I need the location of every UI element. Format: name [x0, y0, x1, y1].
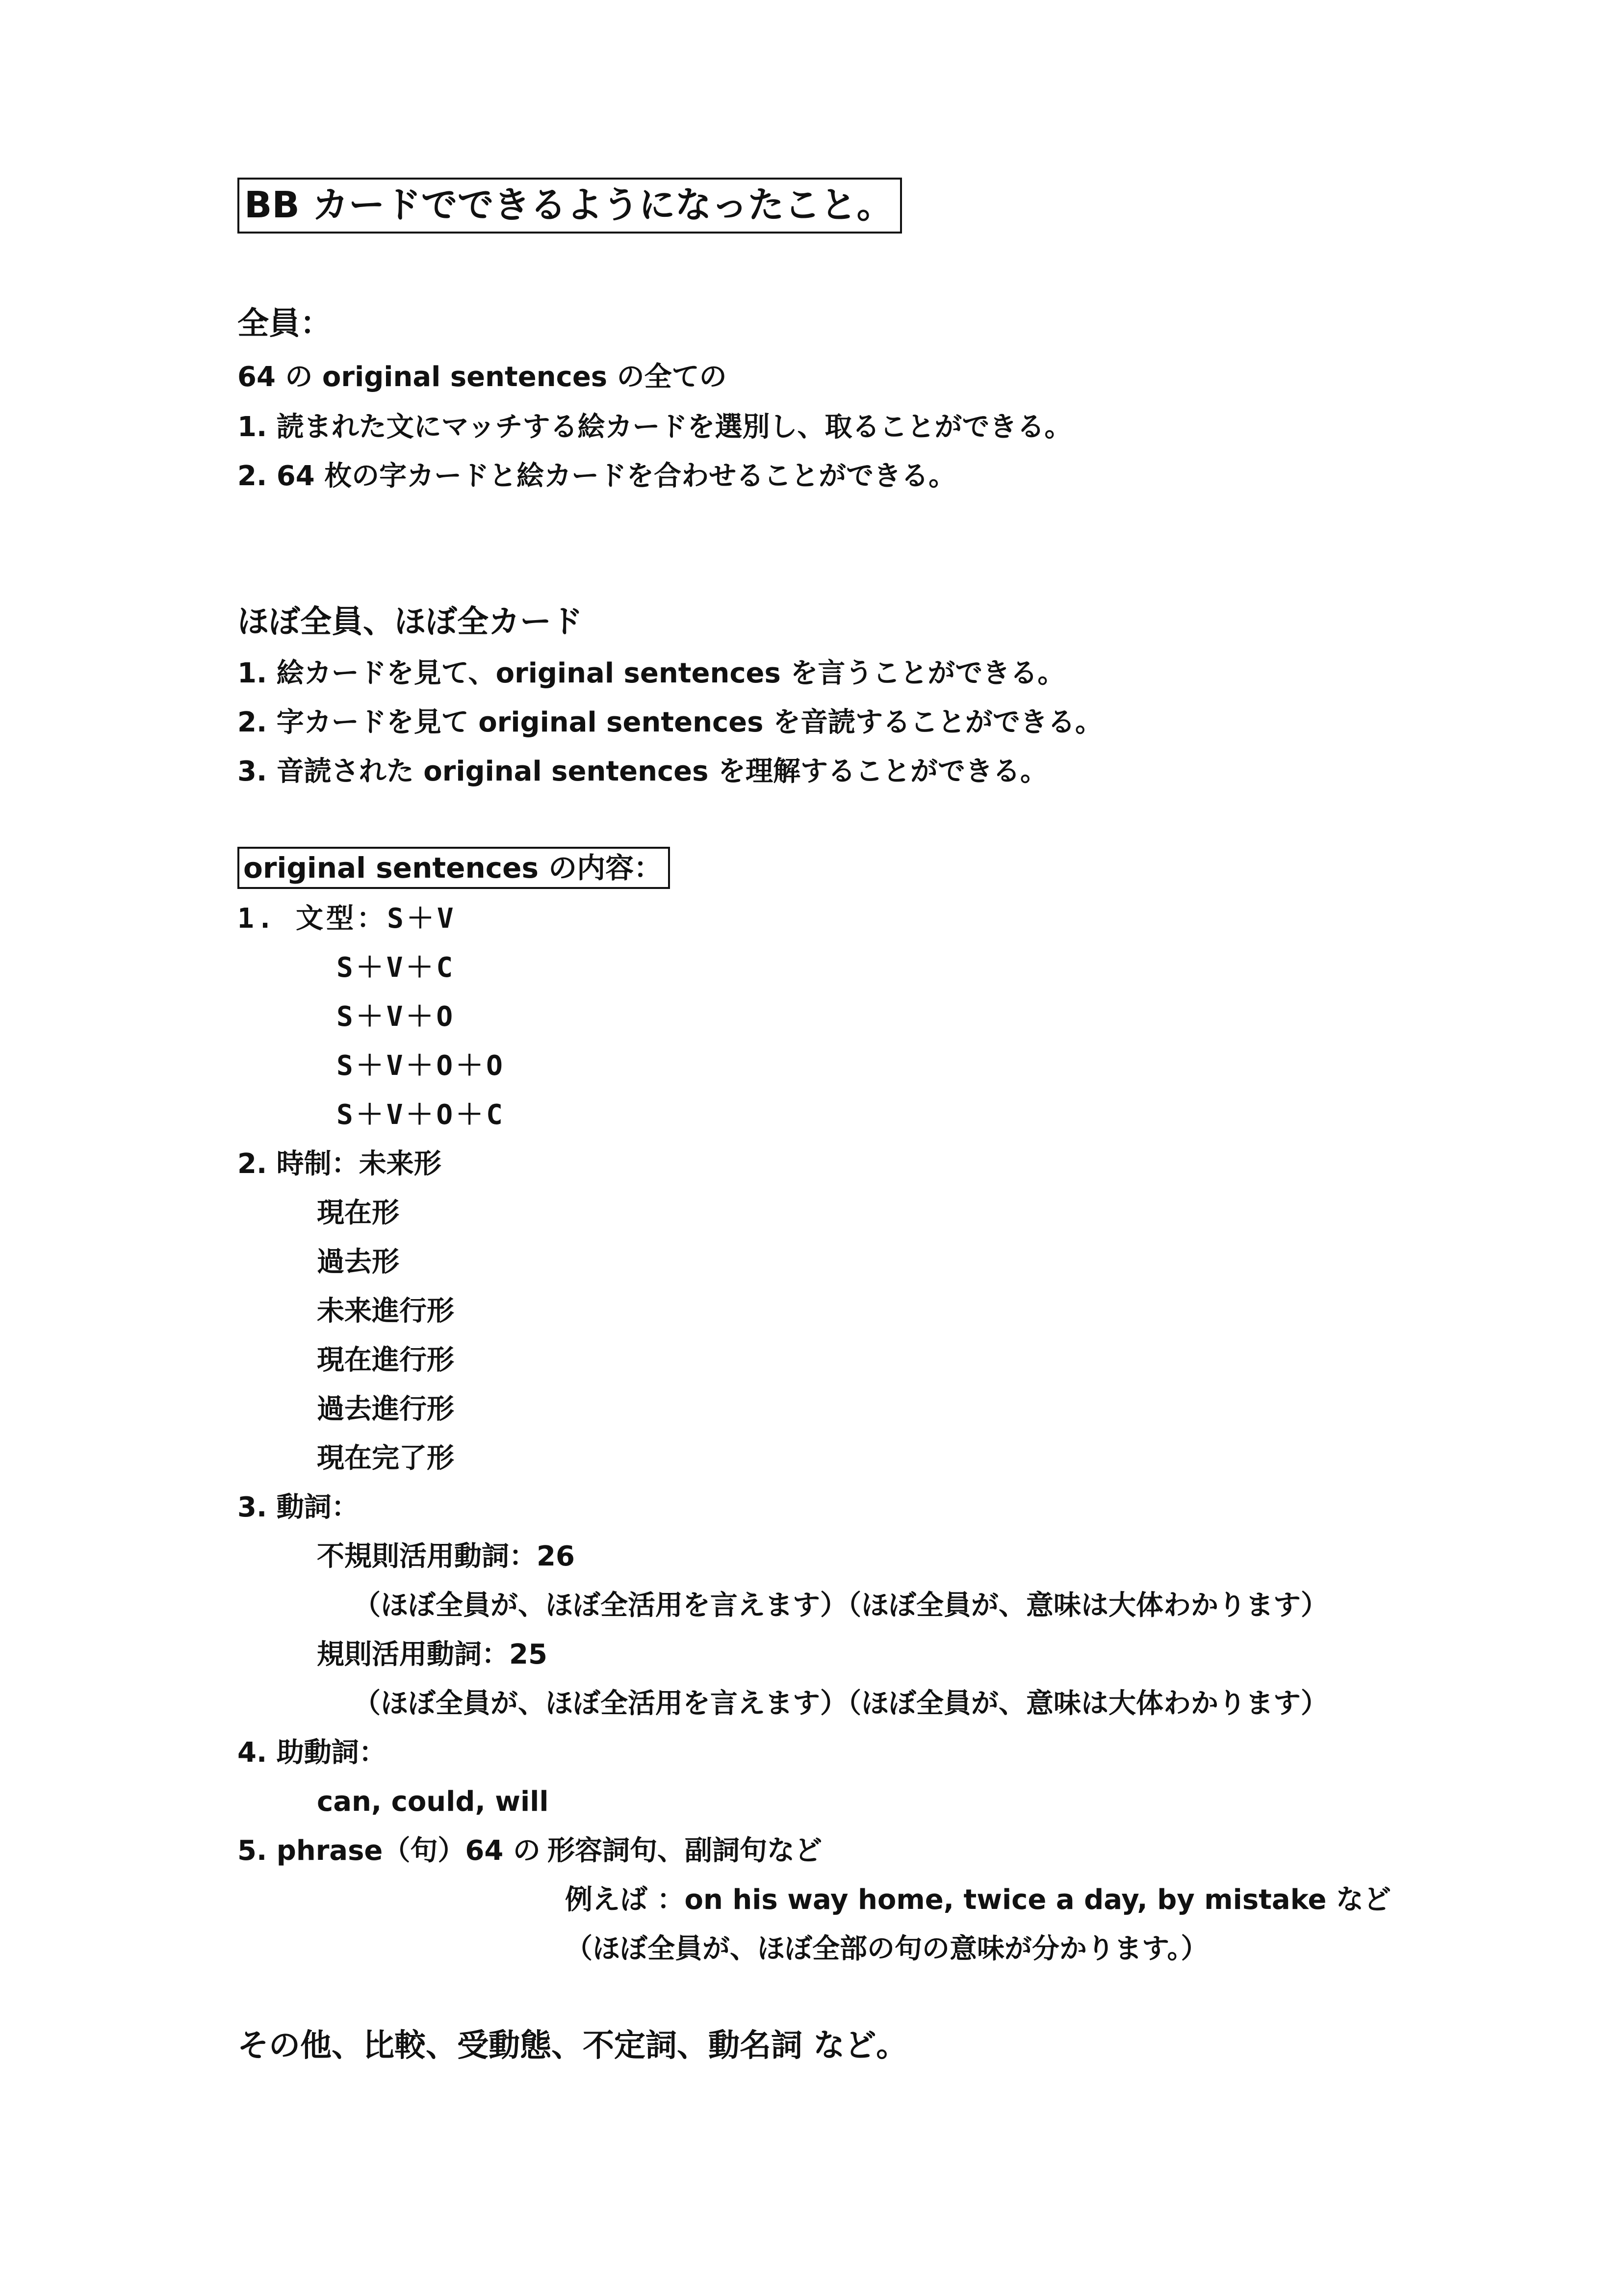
section-all-intro: 64 の original sentences の全ての [237, 361, 727, 393]
auxiliary-list: can, could, will [317, 1786, 549, 1818]
sentence-pattern: S＋V＋O＋O [336, 1050, 506, 1082]
contents-heading: original sentences の内容： [237, 847, 670, 889]
tense-item: 現在進行形 [317, 1344, 454, 1376]
section-almost-item: 1. 絵カードを見て、original sentences を言うことができる。 [237, 657, 1065, 689]
tense-item: 現在完了形 [317, 1442, 454, 1474]
tense-item: 現在形 [317, 1197, 399, 1229]
section-all-item: 1. 読まれた文にマッチする絵カードを選別し、取ることができる。 [237, 411, 1072, 443]
tense-item: 過去進行形 [317, 1393, 454, 1425]
sentence-pattern-label: 1. 文型：S＋V [237, 903, 457, 935]
tense-item: 過去形 [317, 1246, 399, 1278]
regular-verbs: 規則活用動詞：25 [317, 1639, 547, 1670]
verb-label: 3. 動詞： [237, 1491, 359, 1523]
regular-verbs-note: （ほぼ全員が、ほぼ全活用を言えます）（ほぼ全員が、意味は大体わかります） [353, 1688, 1328, 1720]
sentence-pattern: S＋V＋C [336, 952, 456, 984]
phrase-label: 5. phrase（句）64 の [237, 1835, 541, 1867]
others-line: その他、比較、受動態、不定詞、動名詞 など。 [237, 2028, 908, 2064]
section-almost-item: 3. 音読された original sentences を理解することができる。 [237, 756, 1048, 787]
auxiliary-label: 4. 助動詞： [237, 1737, 386, 1769]
tense-item: 未来進行形 [317, 1295, 454, 1327]
irregular-verbs: 不規則活用動詞：26 [317, 1540, 575, 1572]
phrase-example: 例えば ：on his way home, twice a day, by mistake など [565, 1884, 1391, 1916]
sentence-pattern: S＋V＋O＋C [336, 1099, 506, 1131]
section-almost-heading: ほぼ全員、ほぼ全カード [237, 604, 583, 640]
irregular-verbs-note: （ほぼ全員が、ほぼ全活用を言えます）（ほぼ全員が、意味は大体わかります） [353, 1590, 1328, 1621]
section-all-heading: 全員： [237, 306, 332, 342]
phrase-note: （ほぼ全員が、ほぼ全部の句の意味が分かります。） [565, 1933, 1209, 1965]
document-title: BB カードでできるようになったこと。 [237, 178, 902, 234]
section-almost-item: 2. 字カードを見て original sentences を音読することができる。 [237, 706, 1103, 738]
sentence-pattern: S＋V＋O [336, 1001, 456, 1033]
phrase-types: 形容詞句、副詞句など [547, 1835, 822, 1867]
section-all-item: 2. 64 枚の字カードと絵カードを合わせることができる。 [237, 460, 956, 492]
tense-label: 2. 時制：未来形 [237, 1148, 441, 1180]
